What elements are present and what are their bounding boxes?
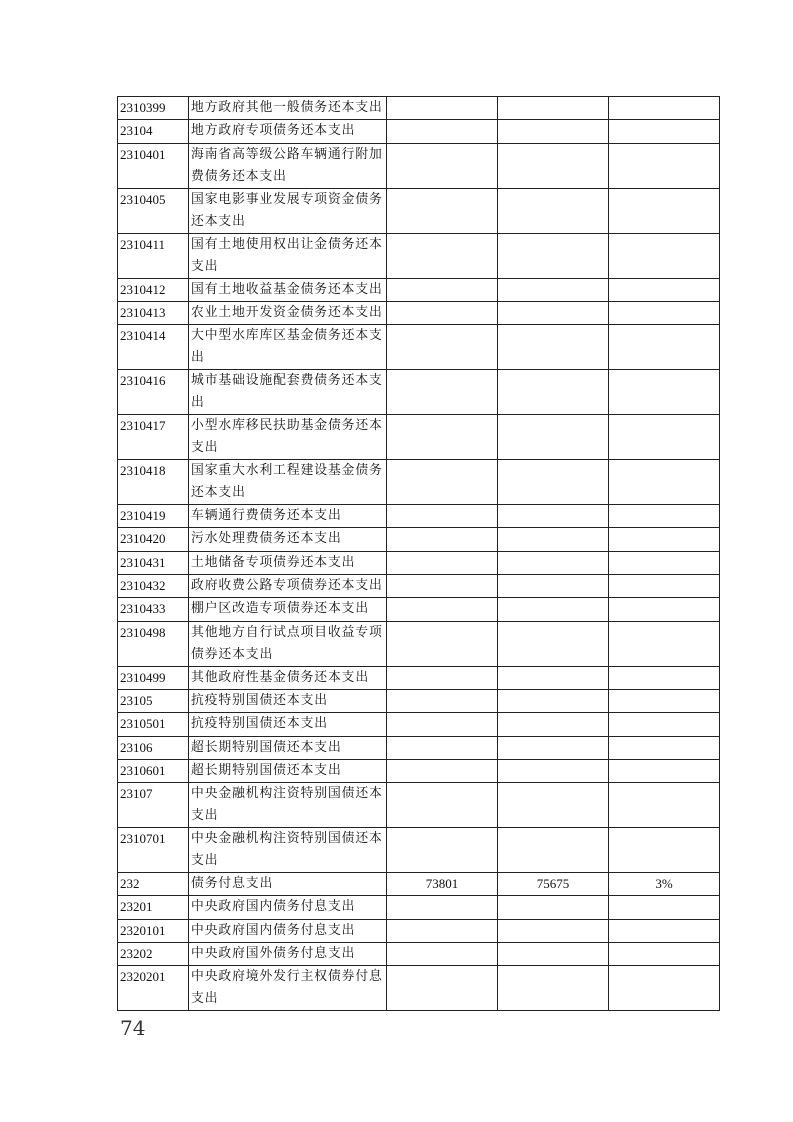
value-cell-3 [609,943,720,966]
value-cell-1 [387,188,498,233]
name-cell: 国有土地使用权出让金债务还本支出 [189,233,387,278]
code-cell: 2310401 [118,143,189,188]
value-cell-3 [609,551,720,574]
value-cell-2 [498,666,609,689]
code-cell: 2310413 [118,301,189,324]
name-cell: 其他地方自行试点项目收益专项债券还本支出 [189,621,387,666]
value-cell-2 [498,188,609,233]
value-cell-3 [609,783,720,828]
code-cell: 2310418 [118,460,189,505]
page-number: 74 [120,1016,146,1040]
table-row [118,120,720,143]
value-cell-1 [387,575,498,598]
table-row [118,528,720,551]
table-row [118,233,720,278]
value-cell-3 [609,666,720,689]
table-row [118,460,720,505]
value-cell-3 [609,598,720,621]
name-cell: 车辆通行费债务还本支出 [189,505,387,528]
name-cell: 大中型水库库区基金债务还本支出 [189,325,387,370]
code-cell: 23202 [118,943,189,966]
value-cell-2 [498,575,609,598]
name-cell: 农业土地开发资金债务还本支出 [189,301,387,324]
code-cell: 23107 [118,783,189,828]
name-cell: 中央政府境外发行主权债券付息支出 [189,966,387,1011]
code-cell: 2310412 [118,278,189,301]
code-cell: 2310431 [118,551,189,574]
value-cell-3 [609,278,720,301]
value-cell-3 [609,143,720,188]
name-cell: 国有土地收益基金债务还本支出 [189,278,387,301]
name-cell: 污水处理费债务还本支出 [189,528,387,551]
table-row [118,415,720,460]
table-row [118,598,720,621]
code-cell: 23104 [118,120,189,143]
value-cell-3 [609,713,720,736]
value-cell-3 [609,689,720,712]
code-cell: 2310405 [118,188,189,233]
name-cell: 地方政府其他一般债务还本支出 [189,97,387,120]
code-cell: 2310420 [118,528,189,551]
table-row [118,188,720,233]
value-cell-1 [387,370,498,415]
value-cell-3 [609,505,720,528]
value-cell-1 [387,736,498,759]
name-cell: 其他政府性基金债务还本支出 [189,666,387,689]
value-cell-2 [498,736,609,759]
name-cell: 中央政府国外债务付息支出 [189,943,387,966]
name-cell: 海南省高等级公路车辆通行附加费债务还本支出 [189,143,387,188]
code-cell: 2310701 [118,828,189,873]
value-cell-2 [498,759,609,782]
name-cell: 中央政府国内债务付息支出 [189,896,387,919]
code-cell: 2310501 [118,713,189,736]
name-cell: 中央金融机构注资特别国债还本支出 [189,783,387,828]
table-row [118,943,720,966]
value-cell-1 [387,120,498,143]
table-row [118,736,720,759]
value-cell-1 [387,415,498,460]
value-cell-2 [498,278,609,301]
value-cell-3 [609,97,720,120]
name-cell: 超长期特别国债还本支出 [189,736,387,759]
name-cell: 中央金融机构注资特别国债还本支出 [189,828,387,873]
name-cell: 棚户区改造专项债券还本支出 [189,598,387,621]
value-cell-1 [387,689,498,712]
table-row [118,759,720,782]
value-cell-2 [498,120,609,143]
code-cell: 2310433 [118,598,189,621]
name-cell: 抗疫特别国债还本支出 [189,713,387,736]
value-cell-2 [498,370,609,415]
table-row [118,966,720,1011]
value-cell-2 [498,896,609,919]
value-cell-3 [609,966,720,1011]
value-cell-1 [387,759,498,782]
value-cell-1 [387,621,498,666]
value-cell-2 [498,97,609,120]
name-cell: 小型水库移民扶助基金债务还本支出 [189,415,387,460]
name-cell: 土地储备专项债券还本支出 [189,551,387,574]
value-cell-3 [609,621,720,666]
value-cell-3 [609,575,720,598]
table-row [118,97,720,120]
value-cell-1 [387,97,498,120]
value-cell-1 [387,143,498,188]
value-cell-3 [609,233,720,278]
value-cell-1 [387,598,498,621]
value-cell-2: 75675 [498,873,609,896]
table-row [118,143,720,188]
value-cell-1 [387,278,498,301]
value-cell-3 [609,120,720,143]
table-row [118,278,720,301]
table-row [118,301,720,324]
code-cell: 2310417 [118,415,189,460]
value-cell-1 [387,233,498,278]
value-cell-2 [498,598,609,621]
value-cell-1 [387,551,498,574]
value-cell-3 [609,415,720,460]
code-cell: 2320101 [118,919,189,942]
table-row [118,666,720,689]
code-cell: 23201 [118,896,189,919]
value-cell-3 [609,896,720,919]
name-cell: 超长期特别国债还本支出 [189,759,387,782]
name-cell: 政府收费公路专项债券还本支出 [189,575,387,598]
code-cell: 2310399 [118,97,189,120]
table-row [118,575,720,598]
value-cell-3 [609,301,720,324]
value-cell-3 [609,828,720,873]
code-cell: 2320201 [118,966,189,1011]
value-cell-2 [498,713,609,736]
table-row [118,689,720,712]
value-cell-1 [387,783,498,828]
value-cell-1: 73801 [387,873,498,896]
code-cell: 2310499 [118,666,189,689]
table-row [118,325,720,370]
code-cell: 2310411 [118,233,189,278]
table-row [118,873,720,896]
code-cell: 2310419 [118,505,189,528]
budget-table [117,96,720,1011]
value-cell-1 [387,460,498,505]
code-cell: 2310498 [118,621,189,666]
value-cell-1 [387,713,498,736]
table-row [118,828,720,873]
value-cell-2 [498,689,609,712]
value-cell-1 [387,828,498,873]
value-cell-1 [387,505,498,528]
value-cell-3 [609,460,720,505]
value-cell-3 [609,759,720,782]
table-row [118,713,720,736]
value-cell-3 [609,370,720,415]
table-row [118,505,720,528]
name-cell: 城市基础设施配套费债务还本支出 [189,370,387,415]
value-cell-1 [387,943,498,966]
table-body [118,97,720,1011]
value-cell-2 [498,528,609,551]
name-cell: 债务付息支出 [189,873,387,896]
table-row [118,919,720,942]
name-cell: 中央政府国内债务付息支出 [189,919,387,942]
value-cell-2 [498,505,609,528]
value-cell-1 [387,896,498,919]
value-cell-2 [498,325,609,370]
value-cell-3: 3% [609,873,720,896]
value-cell-3 [609,528,720,551]
code-cell: 23105 [118,689,189,712]
code-cell: 2310414 [118,325,189,370]
value-cell-2 [498,415,609,460]
code-cell: 2310601 [118,759,189,782]
value-cell-2 [498,551,609,574]
value-cell-2 [498,460,609,505]
table-row [118,783,720,828]
value-cell-3 [609,919,720,942]
value-cell-2 [498,966,609,1011]
value-cell-3 [609,736,720,759]
code-cell: 2310432 [118,575,189,598]
table-row [118,621,720,666]
value-cell-2 [498,301,609,324]
code-cell: 23106 [118,736,189,759]
value-cell-1 [387,666,498,689]
name-cell: 国家重大水利工程建设基金债务还本支出 [189,460,387,505]
value-cell-2 [498,783,609,828]
value-cell-2 [498,143,609,188]
table-row [118,370,720,415]
name-cell: 国家电影事业发展专项资金债务还本支出 [189,188,387,233]
value-cell-2 [498,919,609,942]
value-cell-2 [498,233,609,278]
value-cell-2 [498,943,609,966]
value-cell-1 [387,325,498,370]
value-cell-1 [387,301,498,324]
code-cell: 232 [118,873,189,896]
value-cell-3 [609,325,720,370]
name-cell: 抗疫特别国债还本支出 [189,689,387,712]
value-cell-1 [387,966,498,1011]
code-cell: 2310416 [118,370,189,415]
value-cell-1 [387,919,498,942]
value-cell-2 [498,828,609,873]
value-cell-2 [498,621,609,666]
value-cell-3 [609,188,720,233]
name-cell: 地方政府专项债务还本支出 [189,120,387,143]
table-row [118,551,720,574]
table-row [118,896,720,919]
value-cell-1 [387,528,498,551]
